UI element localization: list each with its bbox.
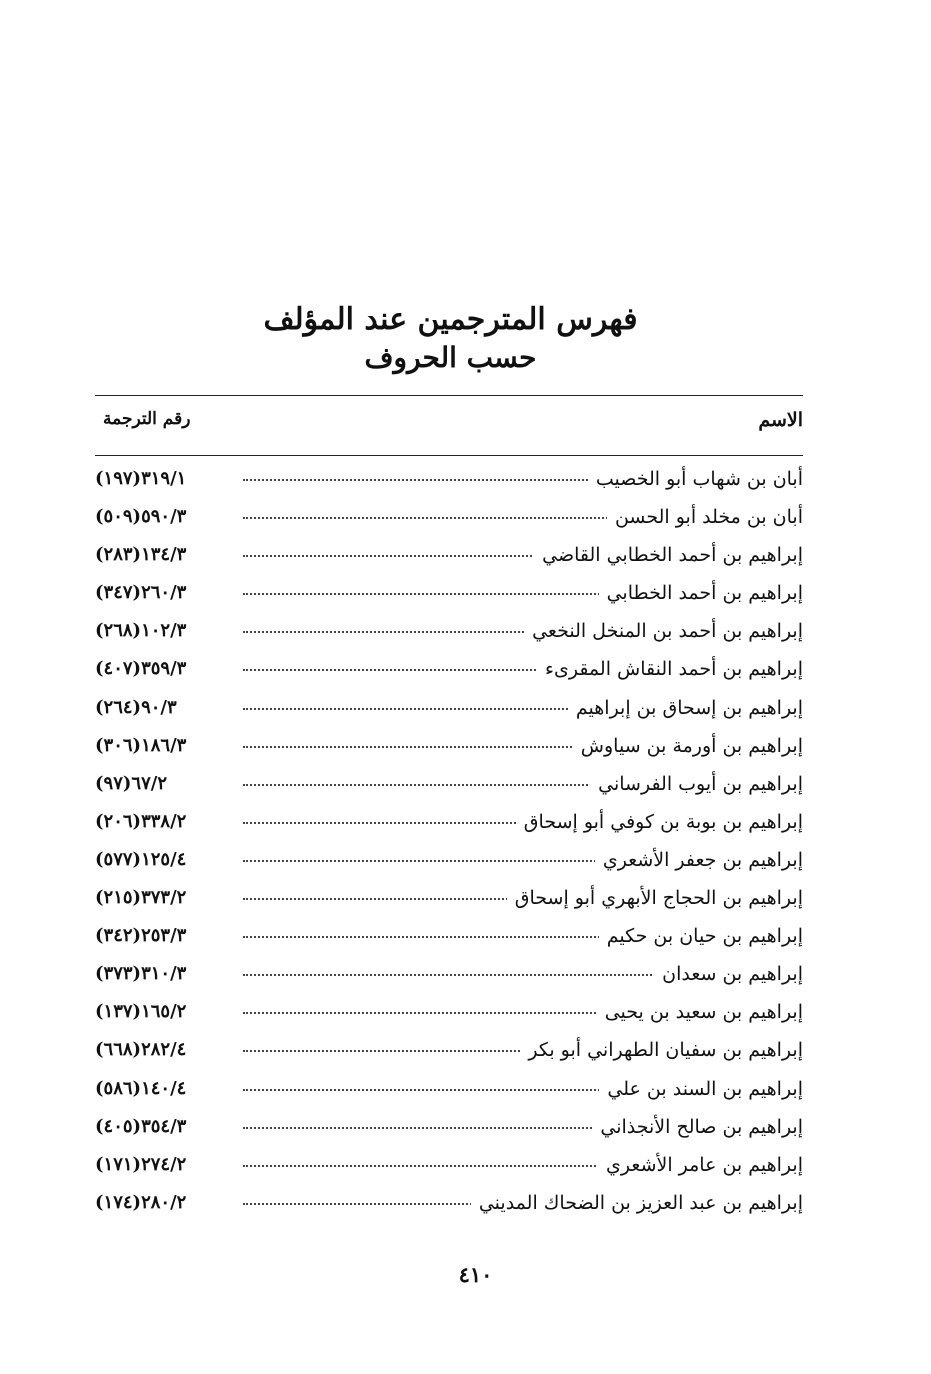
entry-reference-number: (٢٦٨)١٠٢/٣ (95, 620, 187, 642)
entry-name: إبراهيم بن صالح الأنجذاني (592, 1112, 803, 1142)
entry-name: إبراهيم بن السند بن علي (599, 1074, 803, 1104)
index-entry (95, 1033, 803, 1071)
entry-reference-number: (٦٦٨)٢٨٢/٤ (95, 1039, 187, 1061)
name-column-header: الاسم (758, 409, 803, 431)
entry-reference-number: (٥٧٧)١٢٥/٤ (95, 848, 187, 870)
entry-name: أبان بن شهاب أبو الخصيب (588, 464, 803, 494)
entry-reference-number: (٩٧)٦٧/٢ (95, 772, 167, 794)
index-entry (95, 652, 803, 690)
entry-name: إبراهيم بن إسحاق بن إبراهيم (568, 693, 803, 723)
entry-reference-number: (٣٤٢)٢٥٣/٣ (95, 925, 187, 947)
index-entry (95, 576, 803, 614)
index-entry (95, 957, 803, 995)
entry-name: إبراهيم بن بوبة بن كوفي أبو إسحاق (516, 807, 803, 837)
index-entry (95, 995, 803, 1033)
index-entry (95, 729, 803, 767)
index-entry (95, 500, 803, 538)
entry-name: إبراهيم بن حيان بن حكيم (599, 921, 803, 951)
entry-name: إبراهيم بن سعدان (654, 959, 803, 989)
header-top-rule (95, 395, 803, 396)
entry-name: إبراهيم بن أحمد الخطابي (599, 578, 803, 608)
index-entry-list (95, 462, 803, 1224)
entry-reference-number: (٣٠٦)١٨٦/٣ (95, 734, 187, 756)
entry-name: إبراهيم بن الحجاج الأبهري أبو إسحاق (507, 883, 803, 913)
index-entry (95, 538, 803, 576)
entry-reference-number: (٢٠٦)٣٣٨/٢ (95, 810, 187, 832)
entry-name: إبراهيم بن عبد العزيز بن الضحاك المديني (471, 1188, 803, 1218)
entry-reference-number: (٢١٥)٣٧٣/٢ (95, 887, 187, 909)
index-entry (95, 1186, 803, 1224)
entry-reference-number: (٢٨٣)١٣٤/٣ (95, 544, 187, 566)
index-entry (95, 1110, 803, 1148)
index-entry (95, 767, 803, 805)
entry-name: إبراهيم بن أحمد النقاش المقرىء (537, 654, 803, 684)
page-subtitle: حسب الحروف (364, 341, 537, 374)
index-entry (95, 614, 803, 652)
entry-name: إبراهيم بن أحمد الخطابي القاضي (534, 540, 803, 570)
entry-reference-number: (٤٠٧)٣٥٩/٣ (95, 658, 187, 680)
entry-reference-number: (٥٠٩)٥٩٠/٣ (95, 506, 187, 528)
index-entry (95, 691, 803, 729)
entry-name: إبراهيم بن سعيد بن يحيى (597, 997, 803, 1027)
entry-reference-number: (٥٨٦)١٤٠/٤ (95, 1077, 187, 1099)
index-entry (95, 919, 803, 957)
index-entry (95, 462, 803, 500)
entry-name: إبراهيم بن جعفر الأشعري (595, 845, 803, 875)
page-title: فهرس المترجمين عند المؤلف (263, 302, 638, 337)
entry-name: إبراهيم بن عامر الأشعري (598, 1150, 803, 1180)
entry-name: إبراهيم بن أيوب الفرساني (590, 769, 803, 799)
entry-reference-number: (٤٠٥)٣٥٤/٣ (95, 1115, 187, 1137)
index-title (0, 300, 931, 376)
entry-reference-number: (١٣٧)١٦٥/٢ (95, 1001, 187, 1023)
page-number: ٤١٠ (458, 1262, 493, 1287)
entry-reference-number: (١٧٤)٢٨٠/٢ (95, 1191, 187, 1213)
entry-name: إبراهيم بن أورمة بن سياوش (573, 731, 803, 761)
index-entry (95, 843, 803, 881)
entry-name: إبراهيم بن أحمد بن المنخل النخعي (524, 616, 803, 646)
header-bottom-rule (95, 455, 803, 456)
entry-name: إبراهيم بن سفيان الطهراني أبو بكر (520, 1035, 803, 1065)
entry-reference-number: (٣٧٣)٣١٠/٣ (95, 963, 187, 985)
entry-reference-number: (١٧١)٢٧٤/٢ (95, 1153, 187, 1175)
index-entry (95, 1072, 803, 1110)
index-entry (95, 1148, 803, 1186)
entry-name: أبان بن مخلد أبو الحسن (607, 502, 803, 532)
index-entry (95, 805, 803, 843)
column-header-row (95, 405, 803, 445)
entry-reference-number: (٣٤٧)٢٦٠/٣ (95, 582, 187, 604)
entry-reference-number: (٢٦٤)٩٠/٣ (95, 696, 177, 718)
entry-reference-number: (١٩٧)٣١٩/١ (95, 468, 187, 489)
number-column-header: رقم الترجمة (103, 409, 191, 429)
index-entry (95, 881, 803, 919)
